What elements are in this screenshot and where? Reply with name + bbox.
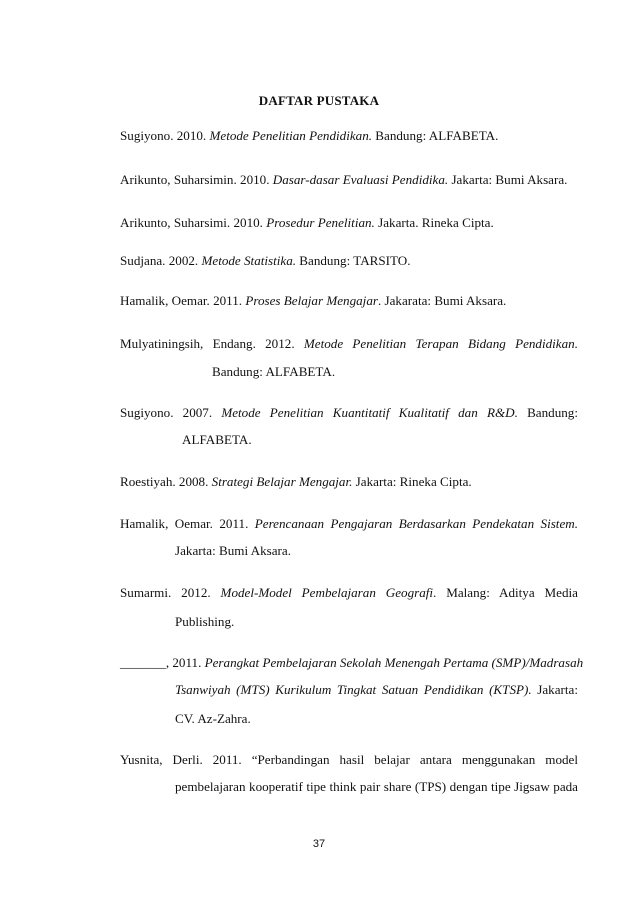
ref-text: Roestiyah. 2008. [120,474,212,489]
reference-continuation: Publishing. [175,614,235,629]
ref-text: Hamalik, Oemar. 2011. [120,516,255,531]
ref-text: Jakarta: [531,682,578,697]
reference-continuation [175,682,578,698]
reference-continuation: pembelajaran kooperatif tipe think pair share (TPS) dengan tipe Jigsaw pada [175,779,578,794]
reference-entry [120,655,584,671]
reference-continuation: Bandung: ALFABETA. [212,364,336,379]
ref-text: Jakarta. Rineka Cipta. [374,215,494,230]
ref-text: Jakarta: Rineka Cipta. [352,474,472,489]
ref-title: Proses Belajar Mengajar [245,293,378,308]
ref-text: _______, 2011. [120,655,205,670]
ref-title: Dasar-dasar Evaluasi Pendidika. [272,172,449,187]
ref-text: Mulyatiningsih, Endang. 2012. [120,336,304,351]
reference-entry [120,336,578,352]
reference-entry [120,172,578,188]
ref-title: Prosedur Penelitian. [266,215,375,230]
reference-continuation: CV. Az-Zahra. [175,711,251,726]
ref-title: Metode Penelitian Kuantitatif Kualitatif dan R&D. [221,405,518,420]
reference-entry [120,128,578,144]
ref-title: Metode Penelitian Terapan Bidang Pendidikan. [303,336,578,351]
ref-title: Perencanaan Pengajaran Berdasarkan Pendekatan Sistem. [254,516,578,531]
page-number: 37 [312,838,326,850]
ref-title: Metode Statistika. [201,253,297,268]
ref-text: Bandung: TARSITO. [296,253,411,268]
reference-entry [120,405,578,421]
reference-continuation: ALFABETA. [182,432,252,447]
ref-title: Metode Penelitian Pendidikan. [209,128,373,143]
ref-title: Strategi Belajar Mengajar. [211,474,353,489]
ref-title: Model-Model Pembelajaran Geografi [220,585,434,600]
reference-entry [120,474,578,490]
ref-text: Sumarmi. 2012. [120,585,221,600]
ref-text: Jakarta: Bumi Aksara. [448,172,568,187]
reference-entry [120,215,578,231]
reference-entry [120,253,578,269]
ref-text: Bandung: ALFABETA. [372,128,499,143]
ref-text: Yusnita, Derli. 2011. “Perbandingan hasil belajar antara menggunakan model [120,752,578,767]
ref-text: Sugiyono. 2007. [120,405,222,420]
ref-title: Tsanwiyah (MTS) Kurikulum Tingkat Satuan Pendidikan (KTSP). [175,682,532,697]
ref-text: . Jakarata: Bumi Aksara. [377,293,507,308]
ref-title: Perangkat Pembelajaran Sekolah Menengah Pertama (SMP)/Madrasah [204,655,584,670]
ref-text: Sudjana. 2002. [120,253,202,268]
page-title: DAFTAR PUSTAKA [258,93,380,108]
reference-entry [120,516,578,532]
ref-text: Arikunto, Suharsimi. 2010. [120,215,267,230]
ref-text: Sugiyono. 2010. [120,128,210,143]
reference-entry [120,293,578,309]
reference-entry [120,752,578,768]
ref-text: Bandung: [517,405,578,420]
ref-text: Hamalik, Oemar. 2011. [120,293,246,308]
reference-continuation: Jakarta: Bumi Aksara. [175,543,291,558]
reference-entry [120,585,578,601]
ref-text: . Malang: Aditya Media [433,585,578,600]
ref-text: Arikunto, Suharsimin. 2010. [120,172,273,187]
